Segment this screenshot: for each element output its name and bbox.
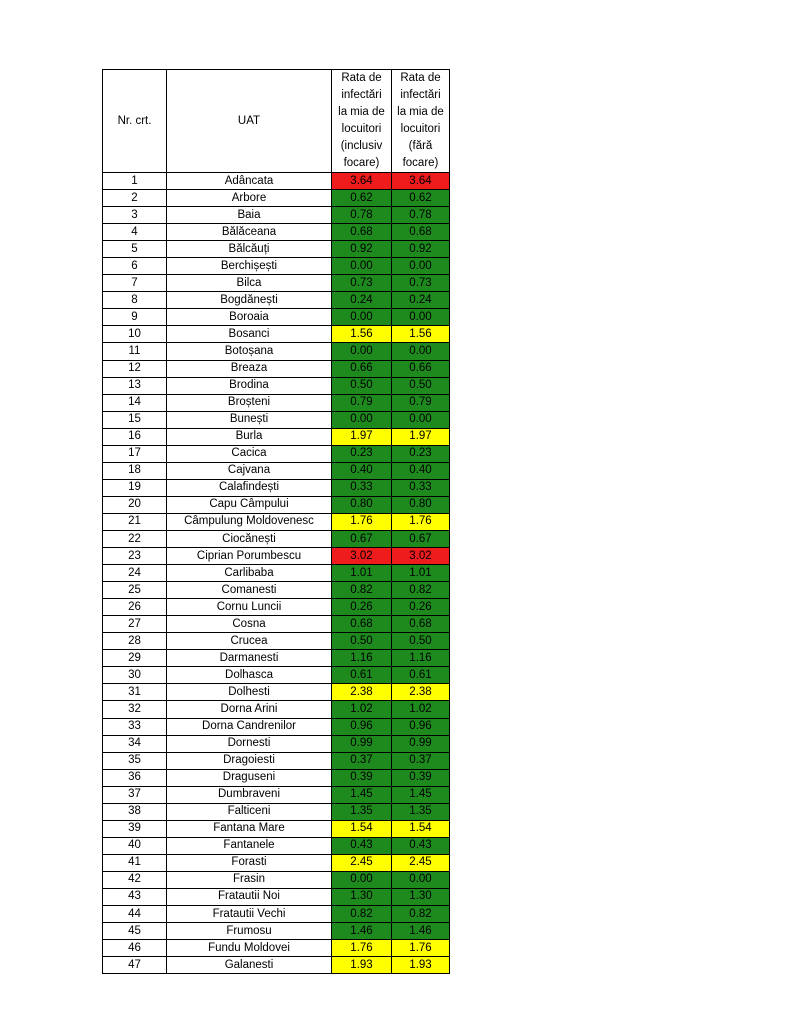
rate-inclusive-cell: 0.50	[332, 377, 392, 394]
rate-inclusive-cell: 0.82	[332, 582, 392, 599]
rate-exclusive-cell: 0.67	[392, 530, 450, 547]
row-number-cell: 47	[103, 957, 167, 974]
rate-exclusive-cell: 1.97	[392, 428, 450, 445]
uat-name-cell: Frasin	[167, 871, 332, 888]
uat-name-cell: Arbore	[167, 190, 332, 207]
rate-exclusive-cell: 0.68	[392, 224, 450, 241]
rate-exclusive-cell: 1.76	[392, 513, 450, 530]
rate-inclusive-cell: 1.45	[332, 786, 392, 803]
row-number-cell: 28	[103, 633, 167, 650]
table-body	[103, 173, 450, 974]
row-number-cell: 16	[103, 428, 167, 445]
table-row	[103, 871, 450, 888]
table-row	[103, 752, 450, 769]
table-row	[103, 803, 450, 820]
rate-inclusive-cell: 0.00	[332, 258, 392, 275]
table-row	[103, 923, 450, 940]
rate-exclusive-cell: 3.02	[392, 548, 450, 565]
rate-inclusive-cell: 1.54	[332, 820, 392, 837]
row-number-cell: 10	[103, 326, 167, 343]
table-row	[103, 940, 450, 957]
rate-inclusive-cell: 0.62	[332, 190, 392, 207]
table-row	[103, 394, 450, 411]
rate-exclusive-cell: 0.37	[392, 752, 450, 769]
table-row	[103, 582, 450, 599]
rate-exclusive-cell: 0.23	[392, 445, 450, 462]
uat-name-cell: Dorna Arini	[167, 701, 332, 718]
row-number-cell: 42	[103, 871, 167, 888]
rate-inclusive-cell: 0.37	[332, 752, 392, 769]
rate-inclusive-cell: 0.73	[332, 275, 392, 292]
row-number-cell: 9	[103, 309, 167, 326]
rate-inclusive-cell: 0.50	[332, 633, 392, 650]
table-row	[103, 650, 450, 667]
rate-inclusive-cell: 0.78	[332, 207, 392, 224]
rate-exclusive-cell: 0.73	[392, 275, 450, 292]
infection-rate-table	[102, 69, 450, 974]
rate-exclusive-cell: 1.35	[392, 803, 450, 820]
row-number-cell: 29	[103, 650, 167, 667]
uat-name-cell: Ciocănești	[167, 530, 332, 547]
uat-name-cell: Broșteni	[167, 394, 332, 411]
table-row	[103, 479, 450, 496]
rate-inclusive-cell: 1.76	[332, 940, 392, 957]
uat-name-cell: Frumosu	[167, 923, 332, 940]
header-rate-exclusive-line: locuitori	[400, 123, 441, 135]
rate-inclusive-cell: 0.00	[332, 343, 392, 360]
uat-name-cell: Ciprian Porumbescu	[167, 548, 332, 565]
uat-name-cell: Bosanci	[167, 326, 332, 343]
header-rate-inclusive-line: la mia de	[338, 106, 385, 118]
header-rate-exclusive-line: (fără	[408, 140, 433, 152]
rate-exclusive-cell: 1.54	[392, 820, 450, 837]
header-rate-exclusive-line: la mia de	[397, 106, 444, 118]
rate-inclusive-cell: 0.92	[332, 241, 392, 258]
row-number-cell: 4	[103, 224, 167, 241]
row-number-cell: 45	[103, 923, 167, 940]
uat-name-cell: Boroaia	[167, 309, 332, 326]
table-row	[103, 633, 450, 650]
uat-name-cell: Calafindești	[167, 479, 332, 496]
uat-name-cell: Dragoiesti	[167, 752, 332, 769]
table-row	[103, 769, 450, 786]
rate-inclusive-cell: 0.68	[332, 224, 392, 241]
uat-name-cell: Dornesti	[167, 735, 332, 752]
rate-inclusive-cell: 0.00	[332, 871, 392, 888]
header-rate-inclusive-line: Rata de	[341, 72, 382, 84]
rate-exclusive-cell: 0.62	[392, 190, 450, 207]
header-rate-exclusive-line: focare)	[402, 157, 439, 169]
row-number-cell: 34	[103, 735, 167, 752]
rate-exclusive-cell: 0.78	[392, 207, 450, 224]
row-number-cell: 33	[103, 718, 167, 735]
rate-exclusive-cell: 0.00	[392, 411, 450, 428]
table-row	[103, 292, 450, 309]
uat-name-cell: Falticeni	[167, 803, 332, 820]
uat-name-cell: Bălăceana	[167, 224, 332, 241]
uat-name-cell: Dorna Candrenilor	[167, 718, 332, 735]
uat-name-cell: Carlibaba	[167, 565, 332, 582]
rate-inclusive-cell: 2.38	[332, 684, 392, 701]
rate-inclusive-cell: 0.00	[332, 309, 392, 326]
rate-exclusive-cell: 0.39	[392, 769, 450, 786]
rate-inclusive-cell: 0.80	[332, 496, 392, 513]
table-row	[103, 701, 450, 718]
row-number-cell: 32	[103, 701, 167, 718]
rate-inclusive-cell: 3.64	[332, 173, 392, 190]
rate-exclusive-cell: 0.99	[392, 735, 450, 752]
table-row	[103, 906, 450, 923]
rate-exclusive-cell: 3.64	[392, 173, 450, 190]
table-row	[103, 462, 450, 479]
uat-name-cell: Brodina	[167, 377, 332, 394]
rate-exclusive-cell: 0.50	[392, 377, 450, 394]
row-number-cell: 17	[103, 445, 167, 462]
rate-inclusive-cell: 0.39	[332, 769, 392, 786]
table-row	[103, 326, 450, 343]
table-row	[103, 207, 450, 224]
header-rate-exclusive-line: Rata de	[400, 72, 441, 84]
rate-inclusive-cell: 0.67	[332, 530, 392, 547]
row-number-cell: 37	[103, 786, 167, 803]
rate-exclusive-cell: 2.45	[392, 854, 450, 871]
rate-exclusive-cell: 0.00	[392, 343, 450, 360]
row-number-cell: 40	[103, 837, 167, 854]
rate-exclusive-cell: 1.01	[392, 565, 450, 582]
table-row	[103, 411, 450, 428]
uat-name-cell: Forasti	[167, 854, 332, 871]
table-row	[103, 684, 450, 701]
rate-exclusive-cell: 0.82	[392, 906, 450, 923]
row-number-cell: 20	[103, 496, 167, 513]
table-row	[103, 957, 450, 974]
uat-name-cell: Burla	[167, 428, 332, 445]
row-number-cell: 2	[103, 190, 167, 207]
rate-exclusive-cell: 2.38	[392, 684, 450, 701]
header-rate-inclusive-line: focare)	[343, 157, 380, 169]
table-row	[103, 786, 450, 803]
table-row	[103, 241, 450, 258]
uat-name-cell: Dolhasca	[167, 667, 332, 684]
rate-exclusive-cell: 0.80	[392, 496, 450, 513]
rate-exclusive-cell: 0.50	[392, 633, 450, 650]
rate-exclusive-cell: 0.33	[392, 479, 450, 496]
uat-name-cell: Cornu Luncii	[167, 599, 332, 616]
rate-inclusive-cell: 0.99	[332, 735, 392, 752]
rate-inclusive-cell: 2.45	[332, 854, 392, 871]
table-row	[103, 173, 450, 190]
rate-exclusive-cell: 0.79	[392, 394, 450, 411]
row-number-cell: 41	[103, 854, 167, 871]
table-row	[103, 565, 450, 582]
uat-name-cell: Bălcăuți	[167, 241, 332, 258]
table-row	[103, 445, 450, 462]
row-number-cell: 22	[103, 530, 167, 547]
rate-inclusive-cell: 1.76	[332, 513, 392, 530]
uat-name-cell: Galanesti	[167, 957, 332, 974]
rate-exclusive-cell: 0.40	[392, 462, 450, 479]
rate-inclusive-cell: 1.46	[332, 923, 392, 940]
rate-inclusive-cell: 3.02	[332, 548, 392, 565]
rate-inclusive-cell: 1.35	[332, 803, 392, 820]
rate-inclusive-cell: 0.79	[332, 394, 392, 411]
row-number-cell: 1	[103, 173, 167, 190]
header-nr: Nr. crt.	[103, 70, 167, 173]
rate-inclusive-cell: 1.93	[332, 957, 392, 974]
uat-name-cell: Fratautii Vechi	[167, 906, 332, 923]
uat-name-cell: Baia	[167, 207, 332, 224]
rate-exclusive-cell: 1.56	[392, 326, 450, 343]
row-number-cell: 6	[103, 258, 167, 275]
uat-name-cell: Draguseni	[167, 769, 332, 786]
uat-name-cell: Cosna	[167, 616, 332, 633]
rate-exclusive-cell: 0.00	[392, 309, 450, 326]
uat-name-cell: Comanesti	[167, 582, 332, 599]
table-row	[103, 820, 450, 837]
row-number-cell: 8	[103, 292, 167, 309]
uat-name-cell: Câmpulung Moldovenesc	[167, 513, 332, 530]
uat-name-cell: Crucea	[167, 633, 332, 650]
row-number-cell: 39	[103, 820, 167, 837]
rate-exclusive-cell: 0.00	[392, 258, 450, 275]
table-row	[103, 343, 450, 360]
rate-exclusive-cell: 0.68	[392, 616, 450, 633]
rate-exclusive-cell: 1.30	[392, 888, 450, 905]
row-number-cell: 25	[103, 582, 167, 599]
table-row	[103, 735, 450, 752]
rate-exclusive-cell: 0.82	[392, 582, 450, 599]
table-row	[103, 548, 450, 565]
rate-inclusive-cell: 1.56	[332, 326, 392, 343]
header-rate-exclusive	[392, 70, 450, 173]
table-row	[103, 275, 450, 292]
row-number-cell: 27	[103, 616, 167, 633]
rate-exclusive-cell: 1.93	[392, 957, 450, 974]
uat-name-cell: Fratautii Noi	[167, 888, 332, 905]
row-number-cell: 31	[103, 684, 167, 701]
uat-name-cell: Darmanesti	[167, 650, 332, 667]
table-row	[103, 667, 450, 684]
header-rate-inclusive	[332, 70, 392, 173]
rate-exclusive-cell: 0.00	[392, 871, 450, 888]
uat-name-cell: Berchișești	[167, 258, 332, 275]
table-row	[103, 428, 450, 445]
row-number-cell: 21	[103, 513, 167, 530]
uat-name-cell: Botoșana	[167, 343, 332, 360]
rate-exclusive-cell: 0.61	[392, 667, 450, 684]
table-row	[103, 309, 450, 326]
rate-inclusive-cell: 0.00	[332, 411, 392, 428]
table-row	[103, 530, 450, 547]
row-number-cell: 43	[103, 888, 167, 905]
uat-name-cell: Bunești	[167, 411, 332, 428]
uat-name-cell: Dolhesti	[167, 684, 332, 701]
rate-exclusive-cell: 1.46	[392, 923, 450, 940]
table-row	[103, 718, 450, 735]
rate-inclusive-cell: 1.01	[332, 565, 392, 582]
header-row	[103, 70, 450, 173]
rate-exclusive-cell: 0.66	[392, 360, 450, 377]
rate-inclusive-cell: 1.16	[332, 650, 392, 667]
rate-inclusive-cell: 0.96	[332, 718, 392, 735]
rate-exclusive-cell: 0.96	[392, 718, 450, 735]
row-number-cell: 36	[103, 769, 167, 786]
row-number-cell: 3	[103, 207, 167, 224]
table-row	[103, 496, 450, 513]
rate-exclusive-cell: 1.16	[392, 650, 450, 667]
table-row	[103, 599, 450, 616]
table-row	[103, 513, 450, 530]
uat-name-cell: Bilca	[167, 275, 332, 292]
row-number-cell: 15	[103, 411, 167, 428]
row-number-cell: 13	[103, 377, 167, 394]
rate-inclusive-cell: 0.68	[332, 616, 392, 633]
rate-exclusive-cell: 1.02	[392, 701, 450, 718]
table-row	[103, 888, 450, 905]
table-row	[103, 224, 450, 241]
rate-inclusive-cell: 0.82	[332, 906, 392, 923]
uat-name-cell: Breaza	[167, 360, 332, 377]
row-number-cell: 26	[103, 599, 167, 616]
rate-inclusive-cell: 0.23	[332, 445, 392, 462]
rate-inclusive-cell: 0.24	[332, 292, 392, 309]
rate-inclusive-cell: 0.66	[332, 360, 392, 377]
row-number-cell: 12	[103, 360, 167, 377]
table-row	[103, 190, 450, 207]
row-number-cell: 35	[103, 752, 167, 769]
uat-name-cell: Dumbraveni	[167, 786, 332, 803]
uat-name-cell: Bogdănești	[167, 292, 332, 309]
table-row	[103, 258, 450, 275]
row-number-cell: 19	[103, 479, 167, 496]
rate-inclusive-cell: 1.97	[332, 428, 392, 445]
uat-name-cell: Adâncata	[167, 173, 332, 190]
rate-exclusive-cell: 0.24	[392, 292, 450, 309]
uat-name-cell: Capu Câmpului	[167, 496, 332, 513]
table-row	[103, 854, 450, 871]
rate-inclusive-cell: 1.30	[332, 888, 392, 905]
rate-inclusive-cell: 0.26	[332, 599, 392, 616]
header-rate-inclusive-line: locuitori	[341, 123, 382, 135]
header-rate-exclusive-line: infectări	[400, 89, 441, 101]
rate-exclusive-cell: 1.76	[392, 940, 450, 957]
header-rate-inclusive-line: (inclusiv	[340, 140, 383, 152]
row-number-cell: 14	[103, 394, 167, 411]
rate-exclusive-cell: 1.45	[392, 786, 450, 803]
uat-name-cell: Fundu Moldovei	[167, 940, 332, 957]
table-row	[103, 837, 450, 854]
row-number-cell: 44	[103, 906, 167, 923]
table-row	[103, 616, 450, 633]
rate-inclusive-cell: 0.33	[332, 479, 392, 496]
rate-exclusive-cell: 0.92	[392, 241, 450, 258]
rate-inclusive-cell: 0.40	[332, 462, 392, 479]
rate-inclusive-cell: 1.02	[332, 701, 392, 718]
header-rate-inclusive-line: infectări	[341, 89, 382, 101]
row-number-cell: 11	[103, 343, 167, 360]
uat-name-cell: Fantana Mare	[167, 820, 332, 837]
uat-name-cell: Cajvana	[167, 462, 332, 479]
row-number-cell: 5	[103, 241, 167, 258]
rate-exclusive-cell: 0.43	[392, 837, 450, 854]
table-row	[103, 360, 450, 377]
table-row	[103, 377, 450, 394]
row-number-cell: 38	[103, 803, 167, 820]
row-number-cell: 7	[103, 275, 167, 292]
row-number-cell: 23	[103, 548, 167, 565]
rate-inclusive-cell: 0.43	[332, 837, 392, 854]
row-number-cell: 24	[103, 565, 167, 582]
row-number-cell: 30	[103, 667, 167, 684]
header-uat: UAT	[167, 70, 332, 173]
rate-inclusive-cell: 0.61	[332, 667, 392, 684]
uat-name-cell: Fantanele	[167, 837, 332, 854]
rate-exclusive-cell: 0.26	[392, 599, 450, 616]
row-number-cell: 46	[103, 940, 167, 957]
row-number-cell: 18	[103, 462, 167, 479]
uat-name-cell: Cacica	[167, 445, 332, 462]
